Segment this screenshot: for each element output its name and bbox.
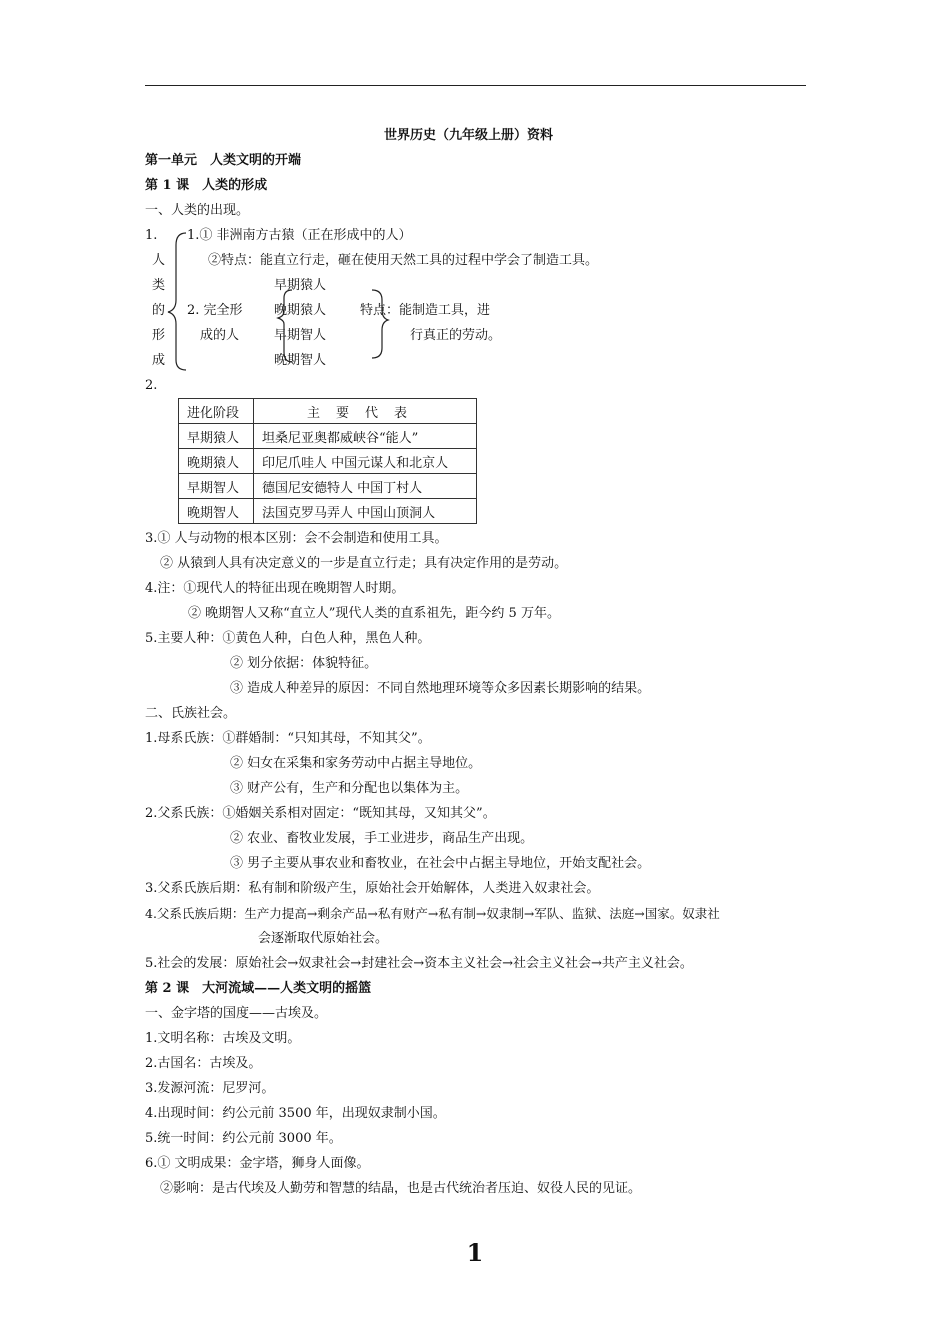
body-line: ② 从猿到人具有决定意义的一步是直立行走；具有决定作用的是劳动。	[160, 556, 568, 571]
table-cell: 早期猿人	[179, 424, 254, 449]
section-heading: 一、金字塔的国度——古埃及。	[145, 1006, 328, 1021]
lesson-heading: 第 1 课 人类的形成	[145, 178, 268, 193]
body-line: 5.统一时间：约公元前 3000 年。	[145, 1131, 342, 1146]
stage-label: 早期智人	[274, 328, 327, 343]
table-cell: 德国尼安德特人 中国丁村人	[254, 474, 477, 499]
body-line: 3.① 人与动物的根本区别：会不会制造和使用工具。	[145, 531, 448, 546]
body-line: 2.父系氏族：①婚姻关系相对固定：“既知其母，又知其父”。	[145, 806, 496, 821]
body-line: 5.主要人种：①黄色人种，白色人种，黑色人种。	[145, 631, 431, 646]
page-number: 1	[466, 1238, 484, 1267]
diagram-side-label: 的	[152, 303, 166, 318]
body-line: ② 晚期智人又称“直立人”现代人类的直系祖先，距今约 5 万年。	[188, 606, 560, 621]
body-line: 3.父系氏族后期：私有制和阶级产生，原始社会开始解体，人类进入奴隶社会。	[145, 881, 600, 896]
body-line: ③ 财产公有，生产和分配也以集体为主。	[230, 781, 469, 796]
stage-label: 晚期猿人	[274, 303, 327, 318]
table-row	[179, 449, 477, 474]
body-line: ③ 造成人种差异的原因：不同自然地理环境等众多因素长期影响的结果。	[230, 681, 651, 696]
table-cell: 印尼爪哇人 中国元谋人和北京人	[254, 449, 477, 474]
body-line: 会逐渐取代原始社会。	[258, 931, 389, 946]
diagram-side-label: 类	[152, 278, 166, 293]
diagram-side-label: 成	[152, 353, 166, 368]
unit-heading: 第一单元 人类文明的开端	[145, 153, 302, 168]
body-line: ② 妇女在采集和家务劳动中占据主导地位。	[230, 756, 482, 771]
body-line: 2.古国名：古埃及。	[145, 1056, 262, 1071]
diagram-braces	[0, 0, 950, 400]
item-number: 2.	[145, 378, 158, 393]
middle-brace	[278, 290, 292, 362]
table-row	[179, 499, 477, 524]
table-cell: 晚期智人	[179, 499, 254, 524]
body-line: ③ 男子主要从事农业和畜牧业，在社会中占据主导地位，开始支配社会。	[230, 856, 651, 871]
body-line: 4.注：①现代人的特征出现在晚期智人时期。	[145, 581, 405, 596]
diagram-line: 2. 完全形	[187, 303, 243, 318]
diagram-line: 1.① 非洲南方古猿（正在形成中的人）	[187, 228, 412, 243]
feature-text: 特点：能制造工具，进	[360, 303, 491, 318]
right-brace	[372, 290, 388, 358]
body-line: 5.社会的发展：原始社会→奴隶社会→封建社会→资本主义社会→社会主义社会→共产主义社会。	[145, 956, 693, 971]
body-line: ② 农业、畜牧业发展，手工业进步，商品生产出现。	[230, 831, 534, 846]
table-header-cell: 主要代表	[254, 399, 477, 424]
body-line: 3.发源河流：尼罗河。	[145, 1081, 275, 1096]
body-line: 4.出现时间：约公元前 3500 年，出现奴隶制小国。	[145, 1106, 446, 1121]
diagram-side-label: 人	[152, 253, 166, 268]
document-title: 世界历史（九年级上册）资料	[384, 128, 554, 143]
body-line: 1.母系氏族：①群婚制：“只知其母，不知其父”。	[145, 731, 431, 746]
stage-label: 晚期智人	[274, 353, 327, 368]
section-heading: 一、人类的出现。	[145, 203, 250, 218]
diagram-line: ②特点：能直立行走，砸在使用天然工具的过程中学会了制造工具。	[208, 253, 599, 268]
body-line: ② 划分依据：体貌特征。	[230, 656, 378, 671]
table-cell: 坦桑尼亚奥都威峡谷“能人”	[254, 424, 477, 449]
left-brace	[168, 233, 186, 370]
body-line: 1.文明名称：古埃及文明。	[145, 1031, 301, 1046]
feature-text: 行真正的劳动。	[410, 328, 502, 343]
table-header-row	[179, 399, 477, 424]
section-heading: 二、氏族社会。	[145, 706, 237, 721]
table-cell: 法国克罗马弄人 中国山顶洞人	[254, 499, 477, 524]
diagram-number: 1.	[145, 228, 158, 243]
lesson-heading: 第 2 课 大河流域——人类文明的摇篮	[145, 981, 372, 996]
stage-label: 早期猿人	[274, 278, 327, 293]
table-row	[179, 424, 477, 449]
body-line: 4.父系氏族后期：生产力提高→剩余产品→私有财产→私有制→奴隶制→军队、监狱、法庭→国家。奴隶社	[145, 906, 720, 921]
table-header-cell: 进化阶段	[179, 399, 254, 424]
body-line: ②影响：是古代埃及人勤劳和智慧的结晶，也是古代统治者压迫、奴役人民的见证。	[160, 1181, 642, 1196]
diagram-side-label: 形	[152, 328, 166, 343]
table-row	[179, 474, 477, 499]
body-line: 6.① 文明成果：金字塔，狮身人面像。	[145, 1156, 370, 1171]
table-cell: 晚期猿人	[179, 449, 254, 474]
table-cell: 早期智人	[179, 474, 254, 499]
diagram-line: 成的人	[200, 328, 240, 343]
evolution-table	[178, 398, 477, 524]
